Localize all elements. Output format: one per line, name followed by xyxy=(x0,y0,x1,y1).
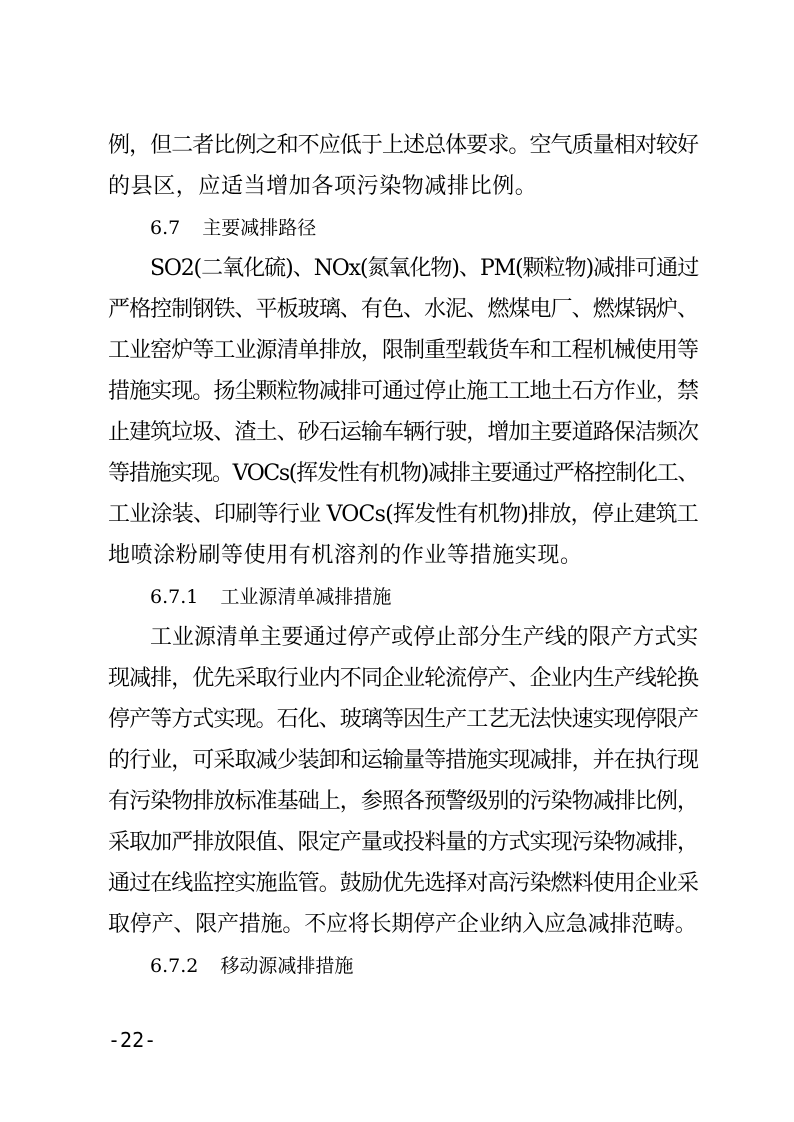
section-number: 6.7 xyxy=(150,217,181,239)
page-number: -22- xyxy=(108,1028,157,1052)
body-text-line: 严格控制钢铁、平板玻璃、有色、水泥、燃煤电厂、燃煤锅炉、 xyxy=(108,297,698,322)
body-text-line: 通过在线监控实施监管。鼓励优先选择对高污染燃料使用企业采 xyxy=(108,871,698,896)
body-text-line: SO2(二氧化硫)、NOx(氮氧化物)、PM(颗粒物)减排可通过 xyxy=(150,256,698,281)
body-text-line: 措施实现。扬尘颗粒物减排可通过停止施工工地土石方作业，禁 xyxy=(108,379,698,404)
section-heading-6-7-1 xyxy=(150,582,391,612)
body-text-line: 等措施实现。VOCs(挥发性有机物)减排主要通过严格控制化工、 xyxy=(108,461,698,486)
body-text-line: 工业窑炉等工业源清单排放，限制重型载货车和工程机械使用等 xyxy=(108,338,698,363)
section-number: 6.7.2 xyxy=(150,955,199,977)
section-heading-6-7 xyxy=(150,213,316,243)
body-text-line: 有污染物排放标准基础上，参照各预警级别的污染物减排比例， xyxy=(108,789,698,814)
section-title: 主要减排路径 xyxy=(202,217,317,239)
body-text-line: 工业源清单主要通过停产或停止部分生产线的限产方式实 xyxy=(150,625,698,650)
body-text-line: 采取加严排放限值、限定产量或投料量的方式实现污染物减排， xyxy=(108,830,698,855)
body-text-line: 工业涂装、印刷等行业 VOCs(挥发性有机物)排放，停止建筑工 xyxy=(108,502,698,527)
body-text-line: 例，但二者比例之和不应低于上述总体要求。空气质量相对较好 xyxy=(108,133,698,158)
body-text-line: 止建筑垃圾、渣土、砂石运输车辆行驶，增加主要道路保洁频次 xyxy=(108,420,698,445)
section-title: 工业源清单减排措施 xyxy=(220,586,392,608)
body-text-line: 现减排，优先采取行业内不同企业轮流停产、企业内生产线轮换 xyxy=(108,666,698,691)
body-text-line: 的县区，应适当增加各项污染物减排比例。 xyxy=(108,174,538,199)
section-title: 移动源减排措施 xyxy=(220,955,354,977)
section-heading-6-7-2 xyxy=(150,951,353,981)
body-text-line: 取停产、限产措施。不应将长期停产企业纳入应急减排范畴。 xyxy=(108,912,697,937)
body-text-line: 停产等方式实现。石化、玻璃等因生产工艺无法快速实现停限产 xyxy=(108,707,698,732)
body-text-line: 地喷涂粉刷等使用有机溶剂的作业等措施实现。 xyxy=(108,543,583,568)
section-number: 6.7.1 xyxy=(150,586,199,608)
body-text-line: 的行业，可采取减少装卸和运输量等措施实现减排，并在执行现 xyxy=(108,748,698,773)
